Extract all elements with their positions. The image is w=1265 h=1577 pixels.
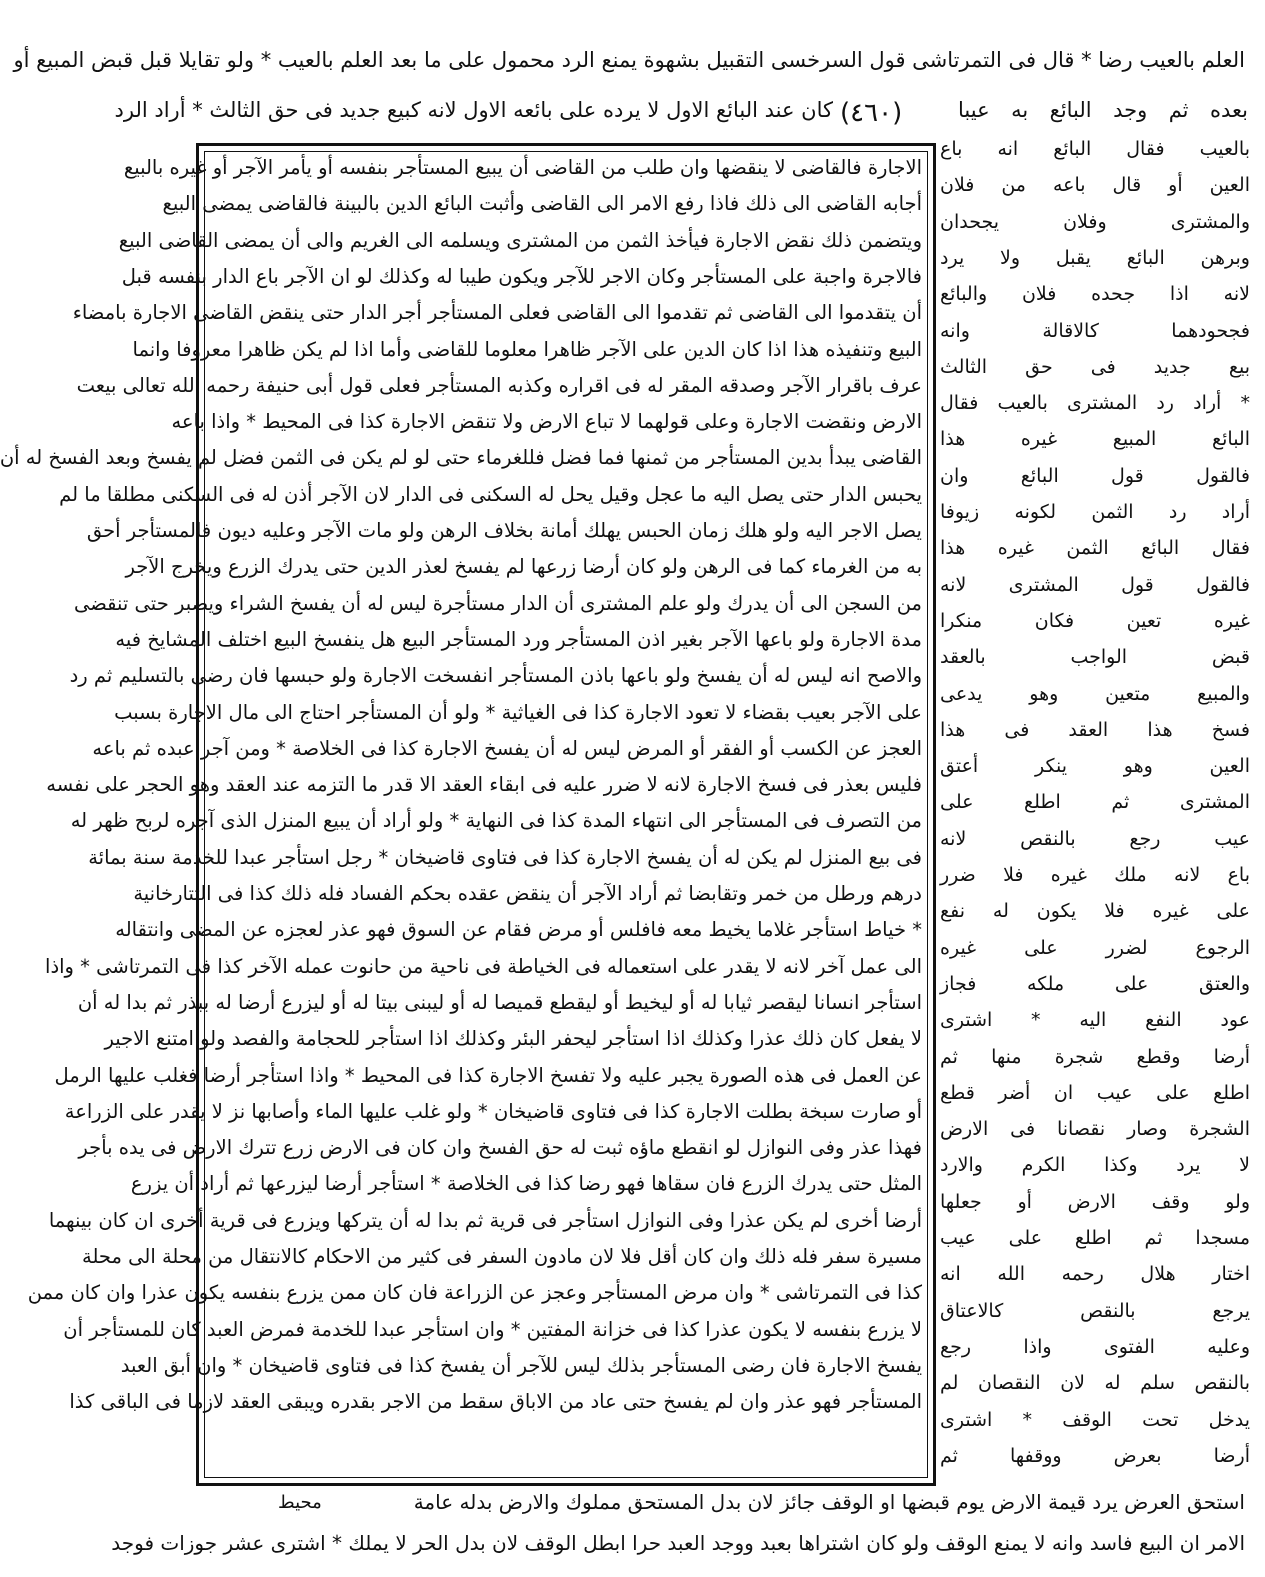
margin-text-line: فقال البائع الثمن غيره هذا [940,537,1250,560]
margin-text-line: غيره تعين فكان منكرا [940,609,1250,632]
margin-text-line: الرجوع لضرر على غيره [940,936,1250,959]
main-text-line: على الآجر بعيب بقضاء لا تعود الاجارة كذا فى الغياثية * ولو أن المستأجر احتاج الى مال الاجارة بسبب [114,700,922,724]
margin-text-line: البائع المبيع غيره هذا [940,428,1250,451]
margin-text-line: ولو وقف الارض أو جعلها [940,1190,1250,1213]
main-text-line: لا يزرع بنفسه لا يكون عذرا كذا فى خزانة المفتين * وان استأجر عبدا للخدمة فمرض العبد كان للمستأجر أن [63,1317,922,1341]
page-header-right: بعده ثم وجد البائع به عيبا [958,98,1248,122]
main-text-line: عن العمل فى هذه الصورة يجبر عليه ولا تفسخ الاجارة كذا فى المحيط * واذا استأجر أرضا فغلب عليها الرمل [54,1063,922,1087]
margin-text-line: باع لانه ملك غيره فلا ضرر [940,864,1250,886]
main-text-line: * خياط استأجر غلاما يخيط معه فافلس أو مرض فقام عن السوق فهو عذر لعجزه عن المضى وانتقاله [115,918,922,942]
main-text-line: استأجر انسانا ليقصر ثيابا له أو ليخيط أو ليقطع قميصا له أو ليبنى بيتا له أو ليزرع أرضا له ببذر ثم بدا له أن [77,990,922,1014]
margin-text-line: فالقول قول المشترى لانه [940,573,1250,596]
main-text-line: من السجن الى أن يدرك ولو علم المشترى أن الدار مستأجرة ليس له أن يفسخ الشراء ويصبر حتى تنقضى [74,591,922,615]
main-text-line: والاصح انه ليس له أن يفسخ ولو باعها باذن المستأجر انفسخت الاجارة ولو حبسها فان رضى بالتسليم ثم رد [69,664,922,688]
margin-text-line: الشجرة وصار نقصانا فى الارض [940,1118,1250,1141]
main-text-line: المستأجر فهو عذر وان لم يفسخ حتى عاد من الاباق سقط من الاجر بقدره ويبقى العقد لازما فى الباقى كذا [69,1390,922,1414]
margin-text-line: مسجدا ثم اطلع على عيب [940,1227,1250,1249]
main-text-line: درهم ورطل من خمر وتقابضا ثم أراد الآجر أن ينقض عقده بحكم الفساد فله ذلك كذا فى التتارخانية [133,882,922,905]
main-text-line: يفسخ الاجارة فان رضى المستأجر بذلك ليس للآجر أن يفسخ كذا فى فتاوى قاضيخان * وان أبق العبد [120,1353,922,1377]
main-text-line: مدة الاجارة ولو باعها الآجر بغير اذن المستأجر ورد المستأجر البيع هل ينفسخ البيع اختلف المشايخ فيه [115,627,922,651]
main-text-line: يصل الاجر اليه ولو هلك زمان الحبس يهلك أمانة بخلاف الرهن ولو مات الآجر وعليه ديون فالمستأجر أحق [86,519,922,542]
margin-text-line: أراد رد الثمن لكونه زيوفا [940,501,1250,523]
margin-text-line: فجحودهما كالاقالة وانه [940,319,1250,342]
margin-text-line: والمبيع متعين وهو يدعى [940,682,1250,705]
footer-line-1: استحق العرض يرد قيمة الارض يوم قبضها او الوقف جائز لان بدل المستحق مملوك والارض بدله عامة [413,1490,1245,1514]
margin-text-line: قبض الواجب بالعقد [940,646,1250,669]
margin-text-line: يدخل تحت الوقف * اشترى [940,1408,1250,1431]
main-text-line: كذا فى التمرتاشى * وان مرض المستأجر وعجز عن الزراعة فان كان ممن يزرع بنفسه يكون عذرا وان كان ممن [27,1281,922,1305]
main-text-line: أو صارت سبخة بطلت الاجارة كذا فى فتاوى قاضيخان * ولو غلب عليها الماء وأصابها نز لا يقدر على الزراعة [64,1099,922,1123]
page-number: (٤٦٠) [840,98,903,128]
marginal-note: محيط [278,1492,322,1513]
margin-text-line: اختار هلال رحمه الله انه [940,1263,1250,1286]
main-text-line: أن يتقدموا الى القاضى ثم تقدموا الى القاضى فعلى المستأجر أجر الدار حتى ينقض القاضى الاجارة بامضاء [72,301,922,325]
main-text-line: مسيرة سفر فله ذلك وان كان أقل فلا لان مادون السفر فى كثير من الاحكام كالانتقال من محلة الى محلة [82,1245,922,1268]
margin-text-line: العين وهو ينكر أعتق [940,755,1250,778]
main-text-line: الاجارة فالقاضى لا ينقضها وان طلب من القاضى أن يبيع المستأجر بنفسه أو يأمر الآجر أو غيره بالبيع [123,156,922,179]
margin-text-line: والعتق على ملكه فجاز [940,972,1250,995]
margin-text-line: فسخ هذا العقد فى هذا [940,718,1250,741]
margin-text-line: العين أو قال باعه من فلان [940,174,1250,197]
page-header-line: العلم بالعيب رضا * قال فى التمرتاشى قول السرخسى التقبيل بشهوة يمنع الرد محمول على ما بعد العلم بالعيب * ولو تقايلا قبل قبض المبيع أو [13,48,1245,72]
main-text-line: من التصرف فى المستأجر الى انتهاء المدة كذا فى النهاية * ولو أراد أن يبيع المنزل الذى آجره لربح ظهر له [70,809,922,833]
margin-text-line: وعليه الفتوى واذا رجع [940,1335,1250,1358]
page-header-left: كان عند البائع الاول لا يرده على بائعه الاول لانه كبيع جديد فى حق الثالث * أراد الرد [114,98,833,122]
margin-text-line: بالنقص سلم له لان النقصان لم [940,1372,1250,1395]
footer-line-2: الامر ان البيع فاسد وانه لا يمنع الوقف ولو كان اشتراها بعبد ووجد العبد حرا ابطل الوقف لان بدل الحر لا يملك * اشترى عشر جوزات فوجد [111,1531,1245,1555]
main-text-line: ويتضمن ذلك نقض الاجارة فيأخذ الثمن من المشترى ويسلمه الى الغريم والى أن يمضى القاضى البيع [118,228,922,252]
main-text-line: يحبس الدار حتى يصل اليه ما عجل وقيل يحل له السكنى فى الدار لان الآجر أذن له فى السكنى مطلقا ما لم [59,482,922,506]
main-text-line: العجز عن الكسب أو الفقر أو المرض ليس له أن يفسخ الاجارة كذا فى الخلاصة * ومن آجر عبده ثم باعه [92,736,922,760]
main-text-line: عرف باقرار الآجر وصدقه المقر له فى اقراره وكذبه المستأجر فعلى قول أبى حنيفة رحمه الله تعالى بيعت [76,373,922,397]
main-text-line: الارض ونقضت الاجارة وعلى قولهما لا تباع الارض ولا تنقض الاجارة كذا فى المحيط * واذا باعه [171,410,922,434]
margin-text-line: يرجع بالنقص كالاعتاق [940,1299,1250,1322]
main-text-line: أرضا أخرى لم يكن عذرا وفى النوازل استأجر فى قرية ثم بدا له أن يتركها ويزرع فى قرية أخرى ان كان بينهما [48,1208,922,1232]
margin-text-line: عود النفع اليه * اشترى [940,1009,1250,1032]
main-text-line: فليس بعذر فى فسخ الاجارة لانه لا ضرر عليه فى ابقاء العقد الا قدر ما التزمه عند العقد وهو الحجر على نفسه [46,773,922,797]
margin-text-line: أرضا بعرض ووقفها ثم [940,1444,1250,1467]
main-text-line: به من الغرماء كما فى الرهن ولو كان أرضا زرعها لم يفسخ لعذر الدين حتى يدرك الزرع ويخرج الآجر [125,555,922,579]
margin-text-line: لانه اذا جحده فلان والبائع [940,283,1250,306]
main-text-line: فالاجرة واجبة على المستأجر وكان الاجر للآجر ويكون طيبا له وكذلك لو ان الآجر باع الدار بنفسه قبل [121,264,922,288]
main-text-line: القاضى يبدأ بدين المستأجر من ثمنها فما فضل فللغرماء حتى لو لم يكن فى الثمن فضل لم يفسخ وبعد الفسخ له أن [0,446,922,470]
margin-text-line: المشترى ثم اطلع على [940,791,1250,814]
margin-text-line: على غيره فلا يكون له نفع [940,900,1250,923]
margin-text-line: عيب رجع بالنقص لانه [940,827,1250,850]
margin-text-line: فالقول قول البائع وان [940,464,1250,487]
main-text-line: المثل حتى يدرك الزرع فان سقاها فهو رضا كذا فى الخلاصة * استأجر أرضا ليزرعها ثم أراد أن يزرع [130,1172,922,1196]
margin-text-line: * أراد رد المشترى بالعيب فقال [940,392,1250,415]
main-text-line: لا يفعل كان ذلك عذرا وكذلك اذا استأجر ليحفر البئر وكذلك اذا استأجر للحجامة والفصد ولو امتنع الاجير [104,1027,922,1051]
main-text-line: البيع وتنفيذه هذا اذا كان الدين على الآجر ظاهرا معلوما للقاضى وأما اذا لم يكن ظاهرا معروفا وانما [132,337,922,361]
main-text-line: فى بيع المنزل لم يكن له أن يفسخ الاجارة كذا فى فتاوى قاضيخان * رجل استأجر عبدا للخدمة سنة بمائة [88,845,922,869]
margin-text-line: اطلع على عيب ان أضر قطع [940,1081,1250,1104]
main-text-line: الى عمل آخر لانه لا يقدر على استعماله فى الخياطة فى ناحية من حانوت عمله الآخر كذا فى التمرتاشى * واذا [45,954,922,978]
margin-text-line: أرضا وقطع شجرة منها ثم [940,1045,1250,1068]
margin-text-line: وبرهن البائع يقبل ولا يرد [940,246,1250,269]
main-text-line: فهذا عذر وفى النوازل لو انقطع ماؤه ثبت له حق الفسخ وان كان فى الارض زرع تترك الارض فى يده بأجر [78,1136,922,1160]
main-text-line: أجابه القاضى الى ذلك فاذا رفع الامر الى القاضى وأثبت البائع الدين بالبينة فالقاضى يمضى البيع [162,192,922,216]
margin-text-line: بيع جديد فى حق الثالث [940,355,1250,378]
margin-text-line: لا يرد وكذا الكرم والارد [940,1154,1250,1177]
margin-text-line: والمشترى وفلان يجحدان [940,210,1250,233]
margin-text-line: بالعيب فقال البائع انه باع [940,138,1250,160]
